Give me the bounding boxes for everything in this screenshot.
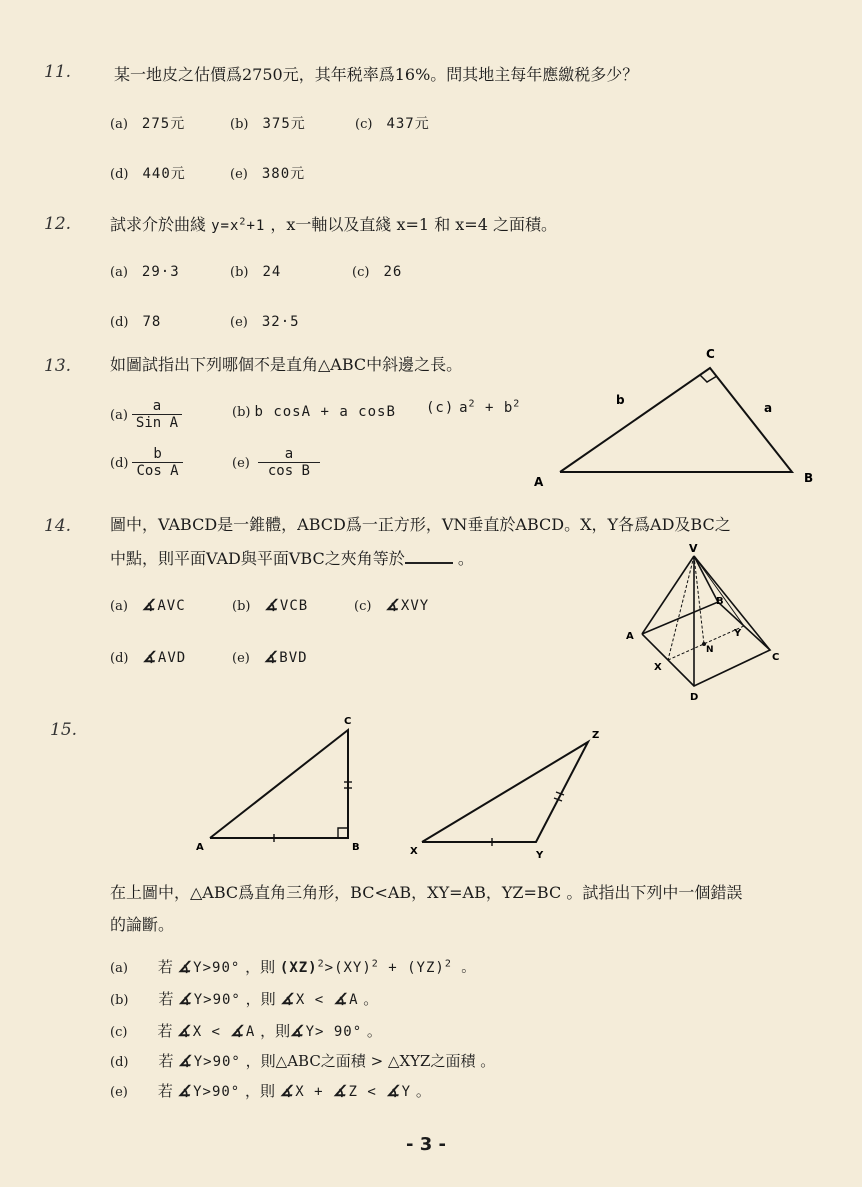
option-a — [110, 398, 182, 431]
option-e — [230, 312, 300, 330]
side-label-a: a — [764, 401, 773, 415]
page-number: - 3 - — [406, 1134, 446, 1155]
option-label: (e) — [110, 1085, 128, 1100]
option-text: 437元 — [386, 116, 430, 132]
word-if: 若 — [158, 1052, 174, 1070]
option-label: (c) — [426, 400, 455, 416]
formula-part: Y — [401, 1084, 412, 1100]
answer-blank — [405, 550, 453, 564]
option-text: 24 — [262, 264, 282, 280]
angle-icon: ∡ — [386, 1082, 400, 1100]
option-label: (d) — [110, 651, 129, 666]
option-label: (a) — [110, 599, 128, 614]
option-text: 78 — [142, 314, 162, 330]
word-if: 若 — [158, 990, 174, 1008]
option-label: (e) — [230, 167, 248, 182]
fraction — [132, 446, 182, 479]
condition: Y>90° — [193, 960, 241, 976]
point-label-n: N — [706, 645, 714, 655]
two-triangles-figure — [190, 712, 610, 862]
option-text: 375元 — [262, 116, 306, 132]
option-label: (b) — [230, 117, 249, 132]
exponent: 2 — [239, 216, 247, 228]
option-b — [110, 988, 378, 1009]
option-c — [352, 262, 402, 280]
option-e — [232, 446, 320, 479]
option-label: (c) — [352, 265, 370, 280]
option-text: BVD — [279, 650, 308, 666]
question-stem-line2: 的論斷。 — [110, 915, 175, 934]
option-e — [230, 163, 305, 183]
option-label: (b) — [232, 405, 251, 420]
question-stem-line1: 在上圖中，△ABC爲直角三角形，BC<AB，XY=AB，YZ=BC 。試指出下列中一個錯誤 — [110, 883, 743, 902]
option-d — [110, 312, 161, 330]
option-text: b cosA + a cosB — [254, 404, 396, 420]
option-d — [110, 1050, 495, 1071]
formula-part: Z — [348, 1084, 358, 1100]
vertex-label-v: V — [689, 542, 698, 555]
option-c — [426, 398, 520, 416]
right-angle-mark — [338, 828, 348, 838]
edge-vb — [694, 556, 718, 602]
option-text: 29·3 — [141, 264, 180, 280]
option-text: AVC — [157, 598, 186, 614]
angle-icon: ∡ — [279, 1082, 294, 1100]
option-label: (c) — [354, 599, 372, 614]
option-e — [110, 1080, 431, 1101]
angle-icon: ∡ — [141, 596, 156, 614]
word-then: ，則 — [245, 958, 276, 976]
angle-icon: ∡ — [333, 1082, 347, 1100]
option-d — [110, 163, 186, 183]
condition: A — [245, 1024, 256, 1040]
denominator: Cos A — [132, 462, 182, 479]
side-label-b: b — [616, 393, 625, 407]
vertex-label-a: A — [534, 475, 544, 489]
question-number: 13. — [44, 356, 72, 376]
formula-part: 。 — [411, 1082, 431, 1100]
denominator: Sin A — [132, 414, 182, 431]
option-a — [110, 596, 186, 614]
curve-formula — [211, 218, 265, 234]
vertex-label-b: B — [804, 471, 814, 485]
fraction — [132, 398, 182, 431]
condition: Y>90° — [193, 1084, 241, 1100]
option-d — [110, 648, 186, 666]
option-label: (b) — [110, 993, 129, 1008]
vertex-label-y: Y — [536, 850, 544, 861]
triangle-abc — [210, 730, 352, 842]
vertex-label-b: B — [716, 596, 724, 607]
condition: < — [202, 1024, 231, 1040]
angle-icon: ∡ — [177, 1022, 191, 1040]
triangle-abc-outline — [210, 730, 348, 838]
angle-icon: ∡ — [263, 648, 278, 666]
vertex-label-z: Z — [592, 730, 600, 741]
option-label: (a) — [110, 961, 128, 976]
word-then: ，則 — [245, 1082, 276, 1100]
vertex-label-b: B — [352, 842, 360, 853]
option-b — [232, 596, 308, 614]
option-label: (d) — [110, 167, 129, 182]
option-text: 440元 — [142, 166, 186, 182]
question-stem: 如圖試指出下列哪個不是直角△ABC中斜邊之長。 — [110, 355, 463, 374]
option-label: (d) — [110, 1055, 129, 1070]
vertex-label-c: C — [706, 347, 715, 361]
vertex-label-x: X — [410, 846, 418, 857]
vertex-label-c: C — [772, 652, 780, 663]
angle-icon: ∡ — [385, 596, 399, 614]
formula-part: + (YZ) — [378, 960, 445, 976]
numerator: b — [153, 446, 162, 462]
formula-part: X — [295, 1084, 305, 1100]
option-label: (a) — [110, 265, 128, 280]
vertex-label-a: A — [626, 631, 634, 642]
triangle-xyz — [422, 742, 588, 846]
option-label: (c) — [355, 117, 373, 132]
angle-icon: ∡ — [177, 958, 192, 976]
denominator: cos B — [258, 462, 320, 479]
result — [280, 960, 476, 976]
condition: Y>90° — [193, 1054, 241, 1070]
question-number: 11. — [44, 62, 72, 82]
angle-icon: ∡ — [264, 596, 278, 614]
option-label: (c) — [110, 1025, 128, 1040]
result: ，則△ABC之面積 > △XYZ之面積 。 — [245, 1052, 496, 1070]
question-number: 15. — [50, 720, 78, 740]
angle-icon: ∡ — [178, 990, 192, 1008]
formula-part: >(XY) — [324, 960, 372, 976]
option-text — [459, 400, 520, 416]
formula-part: < — [305, 992, 334, 1008]
option-label: (a) — [110, 407, 128, 423]
stem-text: ，x一軸以及直綫 x=1 和 x=4 之面積。 — [270, 215, 557, 234]
option-c — [354, 596, 429, 614]
option-text: VCB — [279, 598, 309, 614]
formula-part: 。 — [358, 990, 379, 1008]
formula-part: X — [295, 992, 306, 1008]
numerator: a — [284, 446, 294, 462]
angle-icon: ∡ — [333, 990, 348, 1008]
angle-icon: ∡ — [177, 1082, 192, 1100]
question-stem — [110, 212, 557, 235]
question-stem: 某一地皮之估價爲2750元，其年税率爲16%。問其地主每年應繳税多少？ — [114, 65, 639, 84]
option-a — [110, 956, 476, 977]
word-then: ，則 — [260, 1022, 291, 1040]
formula-part: a — [459, 400, 469, 416]
option-text: 32·5 — [261, 314, 300, 330]
option-e — [232, 648, 308, 666]
vertex-label-d: D — [690, 692, 699, 703]
option-a — [110, 113, 185, 133]
exponent: 2 — [513, 398, 521, 410]
angle-icon: ∡ — [178, 1052, 192, 1070]
option-label: (b) — [230, 265, 249, 280]
stem-text: 。 — [457, 549, 474, 568]
stem-text: 中點，則平面VAD與平面VBC之夾角等於 — [110, 549, 405, 568]
line-vn — [694, 556, 704, 644]
option-b — [230, 262, 281, 280]
angle-icon: ∡ — [230, 1022, 244, 1040]
condition: Y>90° — [193, 992, 241, 1008]
exponent: 2 — [468, 398, 476, 410]
pyramid-figure — [620, 540, 790, 705]
formula-part: 。 — [362, 1022, 382, 1040]
option-label: (a) — [110, 117, 128, 132]
option-d — [110, 446, 183, 479]
formula-part: + — [304, 1084, 334, 1100]
fraction — [258, 446, 320, 479]
word-if: 若 — [157, 1082, 173, 1100]
option-label: (e) — [232, 651, 250, 666]
option-c — [355, 113, 430, 133]
option-b — [232, 402, 396, 420]
option-text: 380元 — [261, 166, 306, 182]
triangle-xyz-outline — [422, 742, 588, 842]
question-number: 12. — [44, 214, 72, 234]
formula-part: A — [349, 992, 359, 1008]
option-c — [110, 1020, 382, 1041]
option-b — [230, 113, 306, 133]
formula-part: + b — [475, 400, 514, 416]
vertex-label-a: A — [196, 842, 204, 853]
question-stem-line1: 圖中，VABCD是一錐體，ABCD爲一正方形，VN垂直於ABCD。X，Y各爲AD及BC之 — [110, 515, 731, 534]
condition: X — [192, 1024, 203, 1040]
word-then: ，則 — [245, 990, 276, 1008]
line-vx — [668, 556, 694, 660]
right-triangle-figure — [520, 338, 820, 498]
right-angle-mark — [700, 375, 717, 382]
numerator: a — [152, 398, 162, 414]
line-vy — [694, 556, 744, 626]
option-label: (d) — [110, 455, 129, 471]
option-text: AVD — [157, 650, 187, 666]
word-if: 若 — [157, 1022, 173, 1040]
word-if: 若 — [157, 958, 173, 976]
vertex-label-c: C — [344, 716, 352, 727]
option-label: (d) — [110, 315, 129, 330]
question-stem-line2 — [110, 546, 474, 569]
triangle-abc — [560, 368, 792, 472]
formula-part: y=x — [211, 218, 240, 234]
formula-part: (XZ) — [279, 960, 318, 976]
angle-icon: ∡ — [142, 648, 156, 666]
angle-icon: ∡ — [290, 1022, 304, 1040]
formula-part: 。 — [451, 960, 477, 976]
formula-part: +1 — [246, 218, 266, 234]
stem-text: 試求介於曲綫 — [110, 215, 207, 234]
option-text: 26 — [383, 264, 403, 280]
option-text: 275元 — [141, 116, 186, 132]
formula-part: < — [357, 1084, 387, 1100]
formula-part: Y> 90° — [305, 1024, 363, 1040]
exponent: 2 — [317, 958, 325, 970]
option-a — [110, 262, 180, 280]
option-text: XVY — [400, 598, 430, 614]
point-label-x: X — [654, 662, 662, 673]
angle-icon: ∡ — [280, 990, 294, 1008]
exponent: 2 — [444, 958, 452, 970]
option-label: (e) — [230, 315, 248, 330]
option-label: (b) — [232, 599, 251, 614]
question-number: 14. — [44, 516, 72, 536]
edge-vc — [694, 556, 770, 650]
option-label: (e) — [232, 455, 250, 471]
exponent: 2 — [371, 958, 379, 970]
point-label-y: Y — [734, 628, 742, 639]
